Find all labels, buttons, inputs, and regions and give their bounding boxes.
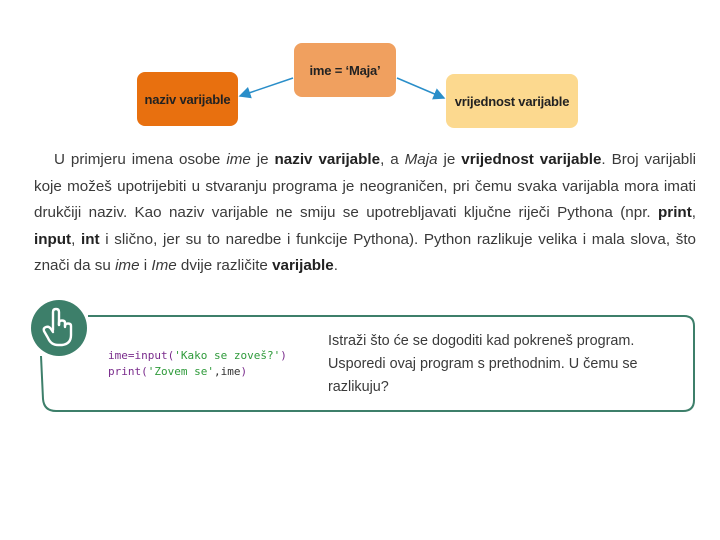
italic-term: ime — [115, 257, 140, 275]
bold-term: varijable — [272, 257, 334, 275]
bold-term: input — [34, 230, 72, 248]
paragraph-text: i slično, jer su to naredbe i funkcije Pythona). Python razlikuje velika i mala slova, što znači da su — [34, 230, 696, 275]
italic-term: Ime — [151, 257, 177, 275]
paragraph-text: U primjeru imena osobe — [54, 151, 227, 168]
paragraph-text: i — [139, 257, 152, 275]
tip-badge — [31, 300, 87, 356]
paragraph-text: dvije različite — [176, 257, 273, 275]
paragraph-text: . Broj varijabli koje možeš upotrijebiti u stvaranju programa je neograničen, pri čemu svaka varijabla mora imati drukčiji naziv. Kao naziv varijable ne smiju se upotrebljavati ključne riječi Pythona (npr. — [34, 151, 696, 222]
paragraph-text: , — [71, 230, 82, 248]
code-line-1: ime=input('Kako se zoveš?') — [108, 349, 287, 362]
paragraph-text: je — [437, 151, 462, 168]
paragraph-text: . — [333, 257, 338, 275]
hand-pointer-icon — [31, 300, 87, 356]
variable-name-label: naziv varijable — [144, 91, 231, 107]
variable-assignment-label: ime = ‘Maja’ — [309, 62, 381, 78]
bold-term: int — [81, 230, 100, 248]
paragraph-text: , a — [380, 151, 405, 168]
variable-value-label: vrijednost varijable — [454, 93, 570, 109]
code-line-2: print('Zovem se',ime) — [108, 365, 248, 378]
tip-text: Istraži što će se dogoditi kad pokreneš program. Usporedi ovaj program s prethodnim. U čemu se razlikuju? — [328, 333, 638, 395]
bold-term: naziv varijable — [274, 151, 381, 168]
bold-term: print — [658, 204, 692, 222]
paragraph-text: , — [691, 204, 696, 222]
italic-term: ime — [226, 151, 251, 168]
italic-term: Maja — [404, 151, 438, 168]
paragraph-text: je — [250, 151, 275, 168]
bold-term: vrijednost varijable — [461, 151, 602, 168]
code-snippet — [108, 348, 287, 380]
